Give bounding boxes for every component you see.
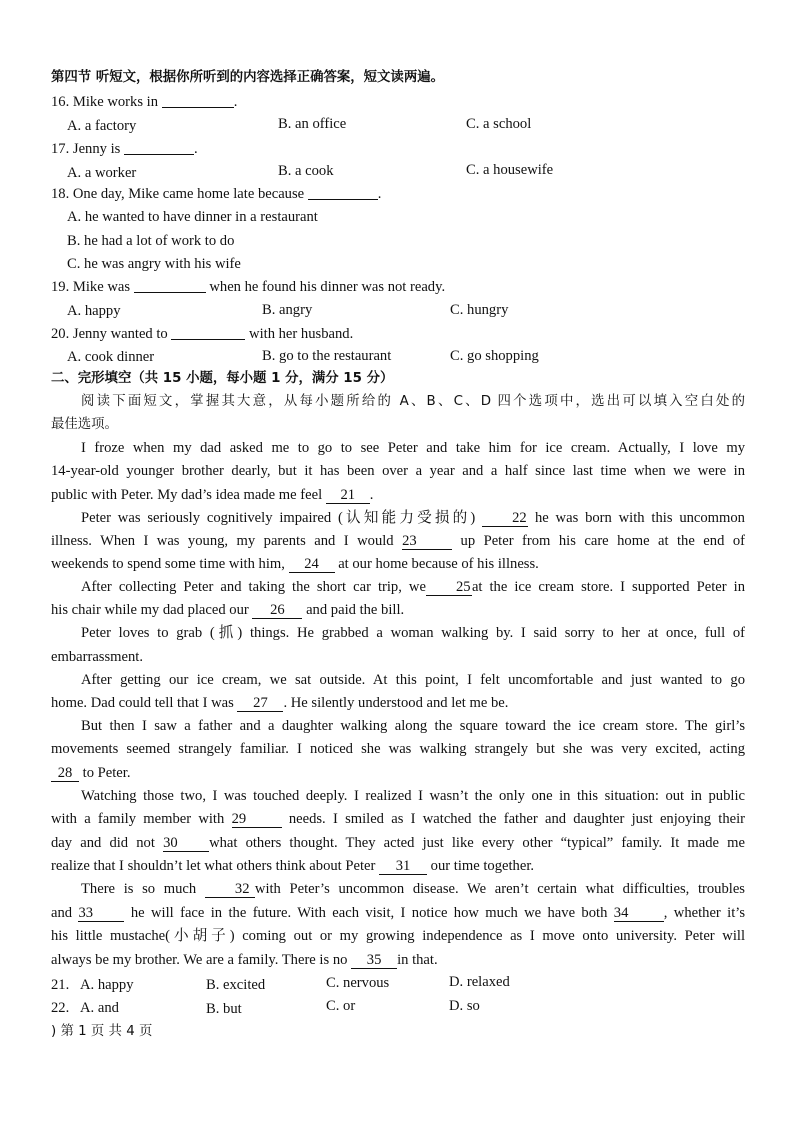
blank-28: 28	[51, 765, 79, 782]
passage-line: 14-year-old younger brother dearly, but it has been over a year and a half since last time when we were in	[51, 463, 745, 479]
option-19a: A. happy	[67, 303, 121, 319]
blank-21: 21	[326, 487, 370, 504]
choice-22a: A. and	[80, 1000, 119, 1016]
option-18b: B. he had a lot of work to do	[67, 233, 235, 249]
page-footer: ) 第 1 页 共 4 页	[51, 1024, 153, 1039]
passage-line: Watching those two, I was touched deeply. I realized I wasn’t the only one in this situation: out in public	[81, 788, 745, 804]
option-16c: C. a school	[466, 116, 532, 132]
option-17c: C. a housewife	[466, 162, 554, 178]
instruction-line-1: 阅读下面短文，掌握其大意，从每小题所给的 A、B、C、D 四个选项中，选出可以填入空白处的	[81, 394, 745, 409]
instruction-line-2: 最佳选项。	[51, 417, 118, 432]
passage-line: movements seemed strangely familiar. I noticed she was walking strangely but she was very excited, acting	[51, 741, 745, 757]
passage-line: illness. When I was young, my parents and I would 23 up Peter from his care home at the end of	[51, 533, 745, 549]
option-19c: C. hungry	[450, 302, 509, 318]
answer-blank	[124, 140, 194, 155]
question-16: 16. Mike works in .	[51, 94, 238, 110]
blank-26: 26	[252, 602, 302, 619]
blank-30: 30	[163, 835, 209, 852]
option-17a: A. a worker	[67, 165, 137, 181]
option-18a: A. he wanted to have dinner in a restaurant	[67, 209, 318, 225]
passage-line: realize that I shouldn’t let what others think about Peter 31 our time together.	[51, 858, 535, 874]
blank-32: 32	[205, 881, 255, 898]
passage-line: After getting our ice cream, we sat outside. At this point, I felt uncomfortable and just wanted to go	[81, 672, 745, 688]
passage-line: his little mustache(小胡子) coming out or my growing independence as I move onto university. Peter will	[51, 928, 745, 944]
passage-line: There is so much 32 with Peter’s uncommon disease. We aren’t certain what difficulties, troubles	[81, 881, 745, 897]
option-18c: C. he was angry with his wife	[67, 256, 241, 272]
passage-line: with a family member with 29 needs. I smiled as I watched the father and daughter just enjoying their	[51, 811, 746, 827]
option-19b: B. angry	[262, 302, 313, 318]
question-20: 20. Jenny wanted to with her husband.	[51, 326, 354, 342]
passage-line: day and did not 30 what others thought. They acted just like every other “typical” family. It made me	[51, 835, 745, 851]
blank-22: 22	[482, 510, 528, 527]
question-17: 17. Jenny is .	[51, 141, 198, 157]
part2-heading: 二、完形填空（共 15 小题，每小题 1 分，满分 15 分）	[51, 371, 394, 386]
answer-blank	[171, 325, 245, 340]
answer-blank	[162, 93, 234, 108]
option-20a: A. cook dinner	[67, 349, 155, 365]
passage-line: I froze when my dad asked me to go to see Peter and take him for ice cream. Actually, I love my	[81, 440, 745, 456]
answer-blank	[308, 185, 378, 200]
blank-27: 27	[237, 695, 283, 712]
section4-heading: 第四节 听短文，根据你所听到的内容选择正确答案，短文读两遍。	[51, 70, 444, 85]
passage-line: embarrassment.	[51, 649, 143, 665]
passage-line: home. Dad could tell that I was 27 . He silently understood and let me be.	[51, 695, 509, 711]
blank-31: 31	[379, 858, 427, 875]
choice-number-21: 21.	[51, 977, 70, 993]
option-16b: B. an office	[278, 116, 347, 132]
option-17b: B. a cook	[278, 163, 334, 179]
choice-21c: C. nervous	[326, 975, 390, 991]
blank-29: 29	[232, 811, 282, 828]
choice-22d: D. so	[449, 998, 480, 1014]
passage-line: always be my brother. We are a family. There is no 35 in that.	[51, 952, 438, 968]
option-20b: B. go to the restaurant	[262, 348, 392, 364]
option-20c: C. go shopping	[450, 348, 539, 364]
passage-line: Peter loves to grab (抓) things. He grabbed a woman walking by. I said sorry to her at once, full of	[81, 625, 745, 641]
passage-line: and 33 he will face in the future. With each visit, I notice how much we have both 34 , whether it’s	[51, 905, 746, 921]
choice-21b: B. excited	[206, 977, 266, 993]
choice-22c: C. or	[326, 998, 356, 1014]
question-19: 19. Mike was when he found his dinner was not ready.	[51, 279, 446, 295]
question-18: 18. One day, Mike came home late because .	[51, 186, 382, 202]
passage-line: public with Peter. My dad’s idea made me feel 21 .	[51, 487, 374, 503]
choice-22b: B. but	[206, 1001, 242, 1017]
passage-line: But then I saw a father and a daughter walking along the square toward the ice cream store. The girl’s	[81, 718, 745, 734]
blank-24: 24	[289, 556, 335, 573]
passage-line: weekends to spend some time with him, 24 at our home because of his illness.	[51, 556, 539, 572]
choice-21d: D. relaxed	[449, 974, 510, 990]
choice-21a: A. happy	[80, 977, 134, 993]
blank-23: 23	[402, 533, 452, 550]
passage-line: his chair while my dad placed our 26 and paid the bill.	[51, 602, 405, 618]
blank-35: 35	[351, 952, 397, 969]
blank-25: 25	[426, 579, 472, 596]
passage-line: Peter was seriously cognitively impaired (认知能力受损的) 22 he was born with this uncommon	[81, 510, 745, 526]
passage-line: After collecting Peter and taking the short car trip, we 25at the ice cream store. I supported Peter in	[81, 579, 745, 595]
blank-33: 33	[78, 905, 124, 922]
answer-blank	[134, 278, 206, 293]
blank-34: 34	[614, 905, 664, 922]
option-16a: A. a factory	[67, 118, 137, 134]
choice-number-22: 22.	[51, 1000, 70, 1016]
passage-line: 28 to Peter.	[51, 763, 745, 783]
